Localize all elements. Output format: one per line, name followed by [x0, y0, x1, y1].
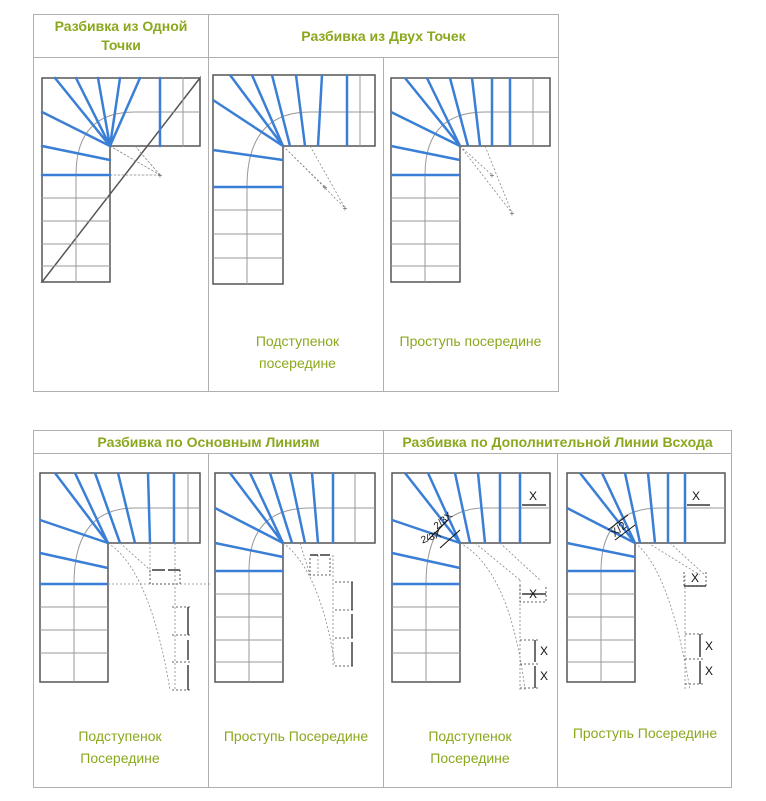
label-two-thirds-x-2: 2/3X — [419, 528, 443, 547]
caption-riser-middle-b: Подступенок Посередине — [428, 728, 512, 766]
svg-text:+: + — [342, 204, 348, 213]
label-two-thirds-x-1: 2/3X — [431, 510, 455, 532]
caption-tread-middle-a: Проступь Посередине — [223, 728, 369, 744]
label-x-mid-tread: X — [690, 571, 700, 585]
caption-tread-middle-b: Проступь Посередине — [572, 725, 718, 741]
label-x-low1-riser: X — [539, 644, 549, 658]
header-extra-line: Разбивка по Дополнительной Линии Всхода — [402, 433, 713, 450]
label-x-top-tread: X — [691, 489, 701, 503]
label-x-low2-riser: X — [539, 669, 549, 683]
caption-riser-middle-a: Подступенок Посередине — [78, 728, 162, 766]
svg-text:+: + — [322, 183, 328, 192]
label-x-top-riser: X — [528, 489, 538, 503]
label-x-mid-riser: X — [528, 587, 538, 601]
caption-riser-middle: Подступенок посередине — [255, 333, 340, 371]
label-x-low1-tread: X — [704, 639, 714, 653]
svg-text:+: + — [489, 171, 495, 180]
pivot-mark: + — [157, 171, 163, 180]
svg-text:+: + — [509, 209, 515, 218]
label-x-low2-tread: X — [704, 664, 714, 678]
header-main-lines: Разбивка по Основным Линиям — [97, 433, 320, 450]
label-half-x: X/2 — [608, 519, 630, 540]
header-two-points: Разбивка из Двух Точек — [301, 27, 466, 44]
header-one-point: Разбивка из Одной Точки — [54, 18, 188, 53]
caption-tread-middle: Проступь посередине — [399, 333, 542, 349]
